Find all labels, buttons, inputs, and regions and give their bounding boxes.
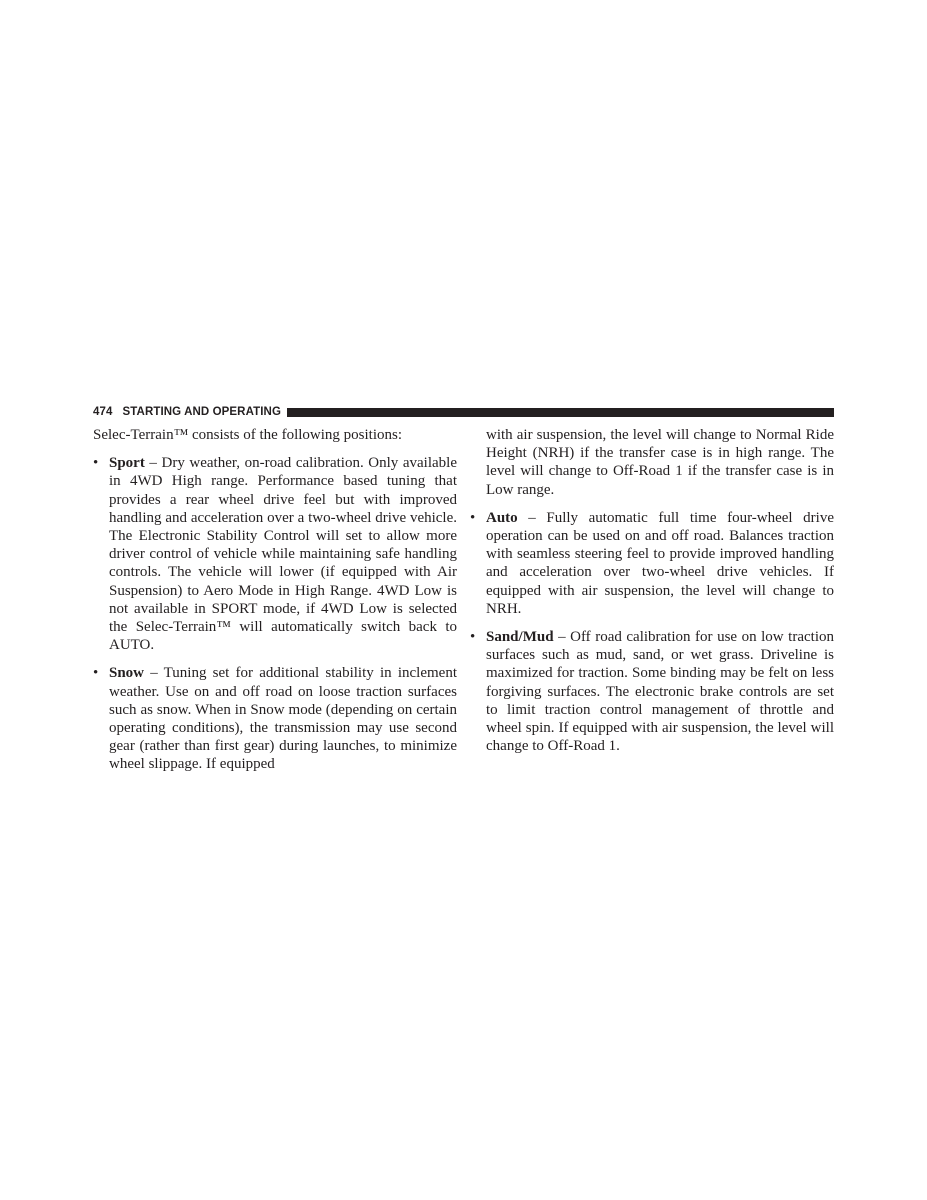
term-sport: Sport: [109, 455, 145, 472]
page-number: 474: [93, 406, 113, 418]
section-title: STARTING AND OPERATING: [122, 406, 282, 418]
list-item-sand-mud: [470, 628, 834, 755]
description-auto: – Fully automatic full time four-wheel drive operation can be used on and off road. Balances traction with seamless steering feel to provide improved handling and acceleration over two-wheel drive vehicles. If equipped with air suspension, the level will change to NRH.: [486, 509, 834, 617]
description-snow: – Tuning set for additional stability in inclement weather. Use on and off road on loose traction surfaces such as snow. When in Snow mode (depending on certain operating conditions), the transmission may use second gear (rather than first gear) during launches, to minimize wheel slippage. If equipped: [109, 665, 457, 773]
bullet-icon: •: [470, 509, 476, 526]
right-column: [470, 426, 834, 765]
term-sand-mud: Sand/Mud: [486, 629, 554, 646]
bullet-icon: •: [470, 629, 476, 646]
list-item-auto: [470, 509, 834, 618]
bullet-icon: •: [93, 665, 99, 682]
intro-paragraph: Selec-Terrain™ consists of the following positions:: [93, 427, 403, 443]
description-sport: – Dry weather, on-road calibration. Only available in 4WD High range. Performance based tuning that provides a rear wheel drive feel but with improved handling and acceleration over a two-wheel drive vehicle. The Electronic Stability Control will set to allow more driver control of vehicle while maintaining safe handling controls. The vehicle will lower (if equipped with Air Suspension) to Aero Mode in High Range. 4WD Low is not available in SPORT mode, if 4WD Low is selected the Selec-Terrain™ will automatically switch back to AUTO.: [109, 455, 457, 654]
snow-continuation: with air suspension, the level will change to Normal Ride Height (NRH) if the transfer case is in high range. The level will change to Off-Road 1 if the transfer case is in Low range.: [486, 427, 834, 498]
header-rule: [287, 408, 834, 417]
description-sand-mud: – Off road calibration for use on low traction surfaces such as mud, sand, or wet grass. Driveline is maximized for traction. Some binding may be felt on less forgiving surfaces. The electronic brake controls are set to limit traction control management of throttle and wheel spin. If equipped with air suspension, the level will change to Off-Road 1.: [486, 629, 834, 755]
left-column: [93, 426, 457, 784]
list-item-sport: [93, 454, 457, 654]
bullet-icon: •: [93, 455, 99, 472]
page-header: [93, 405, 834, 419]
term-snow: Snow: [109, 665, 145, 682]
term-auto: Auto: [486, 509, 518, 526]
list-item-snow: [93, 664, 457, 773]
